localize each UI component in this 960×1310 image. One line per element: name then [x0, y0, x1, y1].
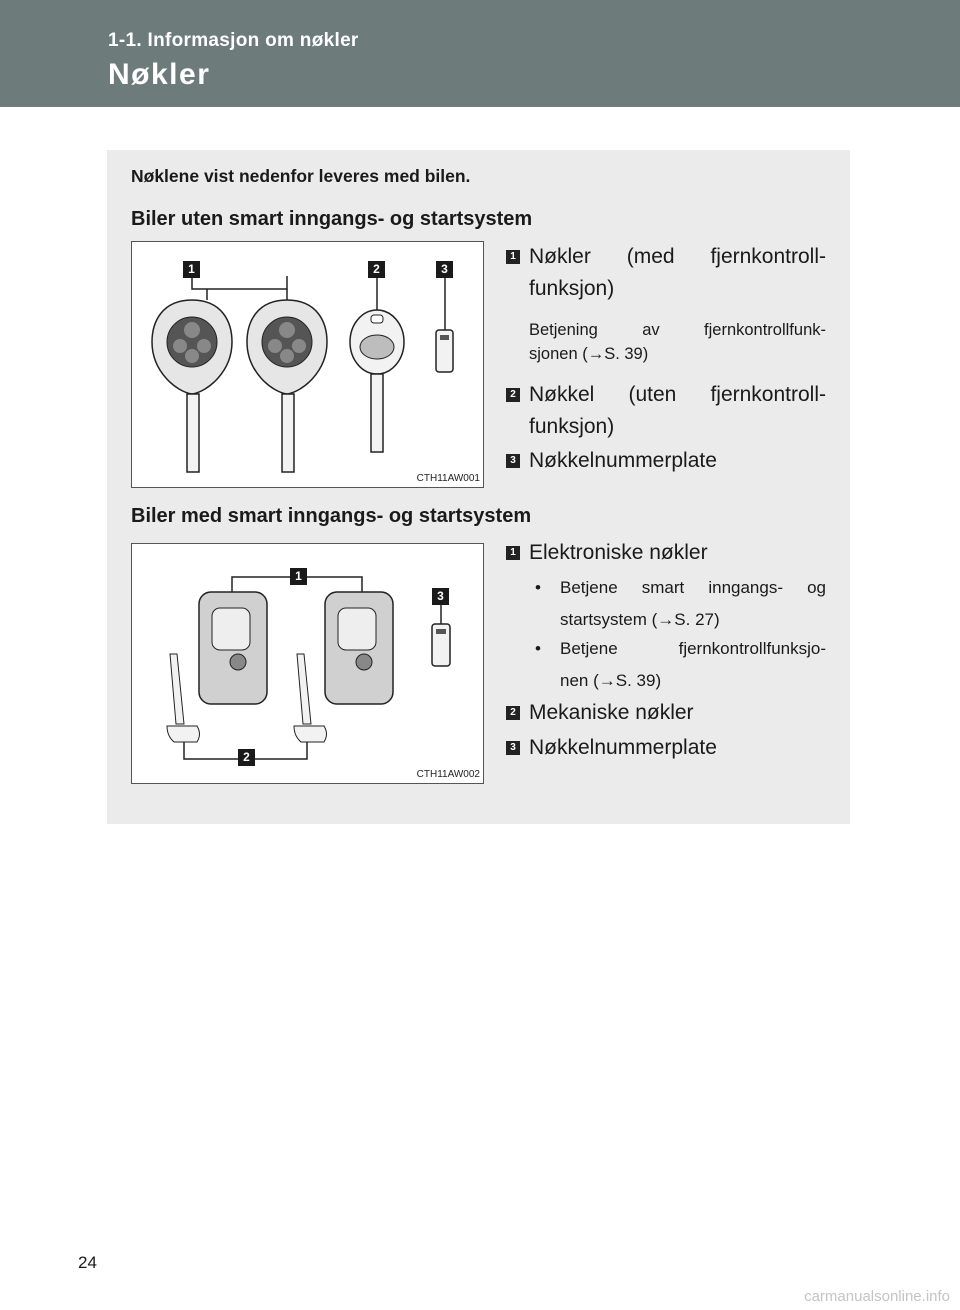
- smart-keys-illustration: [132, 544, 483, 783]
- figure-label-3: 3: [432, 588, 449, 605]
- bullet-1-l2: startsystem (→S. 27): [560, 610, 720, 629]
- smart-key-1: [167, 592, 267, 742]
- page-header: [0, 0, 960, 107]
- bullet-2-l1: Betjene fjernkontrollfunksjo-: [560, 639, 826, 658]
- figure-code: CTH11AW001: [416, 473, 480, 484]
- figure-label-1: 1: [183, 261, 200, 278]
- item-number-plate: Nøkkelnummerplate: [529, 449, 717, 472]
- smart-key-2: [294, 592, 393, 742]
- watermark: carmanualsonline.info: [804, 1288, 950, 1305]
- item-key-noremote-l2: funksjon): [529, 415, 615, 438]
- conventional-keys-illustration: [132, 242, 483, 487]
- remote-key-2: [247, 300, 327, 472]
- figure-code: CTH11AW002: [416, 769, 480, 780]
- section-title: 1-1. Informasjon om nøkler: [108, 30, 359, 51]
- item-num-1: 1: [506, 250, 520, 264]
- remote-note-l2: sjonen (→S. 39): [529, 345, 649, 363]
- item-keys-remote-l1: Nøkler (med fjernkontroll-: [529, 245, 826, 268]
- item-num-2: 2: [506, 706, 520, 720]
- figure-label-2: 2: [368, 261, 385, 278]
- figure-label-2: 2: [238, 749, 255, 766]
- item-num-1: 1: [506, 546, 520, 560]
- intro-text: Nøklene vist nedenfor leveres med bilen.: [131, 166, 471, 186]
- item-num-3: 3: [506, 454, 520, 468]
- item-mechanical-keys: Mekaniske nøkler: [529, 701, 694, 724]
- figure-label-1: 1: [290, 568, 307, 585]
- figure-smart-keys: [131, 543, 484, 784]
- item-keys-remote-l2: funksjon): [529, 277, 615, 300]
- remote-key-1: [152, 300, 232, 472]
- bullet-1-l1: Betjene smart inngangs- og: [560, 578, 826, 597]
- item-electronic-keys: Elektroniske nøkler: [529, 541, 708, 564]
- page-title: Nøkler: [108, 58, 211, 91]
- figure-label-3: 3: [436, 261, 453, 278]
- item-key-noremote-l1: Nøkkel (uten fjernkontroll-: [529, 383, 826, 406]
- page-number: 24: [78, 1253, 97, 1272]
- figure-conventional-keys: [131, 241, 484, 488]
- item-number-plate: Nøkkelnummerplate: [529, 736, 717, 759]
- heading-with-smart: Biler med smart inngangs- og startsystem: [131, 505, 532, 527]
- plain-key: [350, 310, 404, 452]
- remote-note-l1: Betjening av fjernkontrollfunk-: [529, 321, 826, 339]
- item-num-3: 3: [506, 741, 520, 755]
- item-num-2: 2: [506, 388, 520, 402]
- bullet-2-l2: nen (→S. 39): [560, 671, 662, 690]
- heading-without-smart: Biler uten smart inngangs- og startsystem: [131, 208, 533, 230]
